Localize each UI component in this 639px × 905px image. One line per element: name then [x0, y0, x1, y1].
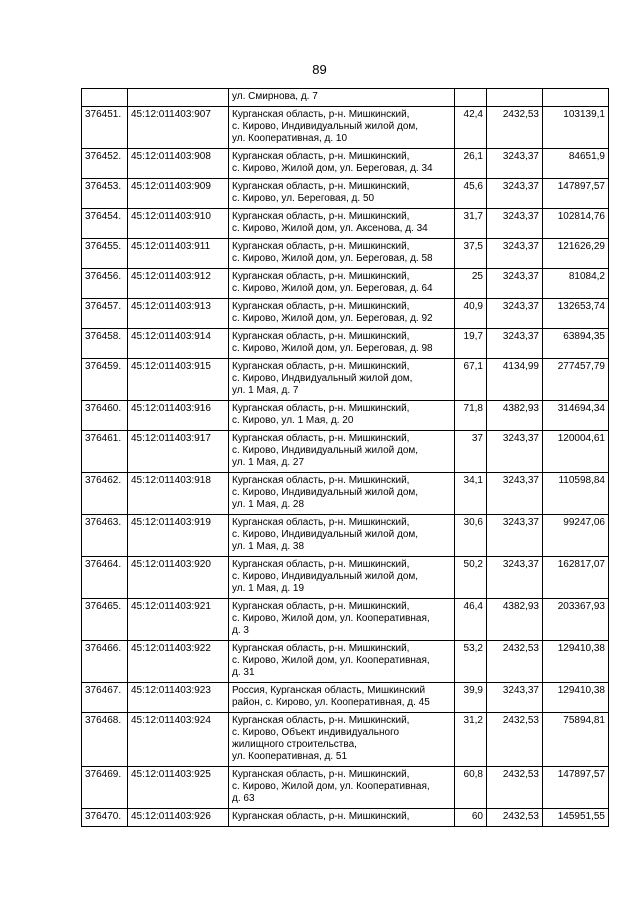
address-cell: Курганская область, р-н. Мишкинский, с. Кирово, Жилой дом, ул. Аксенова, д. 34	[229, 209, 455, 239]
cadastral-number-cell: 45:12:011403:923	[128, 683, 229, 713]
table-row	[82, 269, 609, 299]
row-number-cell: 376466.	[82, 641, 128, 683]
cadastral-value-cell: 120004,61	[543, 431, 609, 473]
address-cell: Курганская область, р-н. Мишкинский, с. Кирово, Жилой дом, ул. Кооперативная, д. 63	[229, 767, 455, 809]
specific-value-cell: 3243,37	[487, 269, 543, 299]
cadastral-value-cell: 99247,06	[543, 515, 609, 557]
cadastral-value-cell: 103139,1	[543, 107, 609, 149]
specific-value-cell: 3243,37	[487, 329, 543, 359]
cadastral-value-cell: 75894,81	[543, 713, 609, 767]
specific-value-cell: 4134,99	[487, 359, 543, 401]
area-cell: 31,2	[455, 713, 487, 767]
table-row	[82, 809, 609, 827]
cadastral-number-cell: 45:12:011403:907	[128, 107, 229, 149]
address-cell: Курганская область, р-н. Мишкинский, с. Кирово, Индвидуальный жилой дом, ул. 1 Мая, д. 7	[229, 359, 455, 401]
specific-value-cell: 3243,37	[487, 239, 543, 269]
specific-value-cell: 3243,37	[487, 209, 543, 239]
table-row	[82, 557, 609, 599]
area-cell: 67,1	[455, 359, 487, 401]
table-row	[82, 767, 609, 809]
cadastral-number-cell: 45:12:011403:910	[128, 209, 229, 239]
address-cell: Курганская область, р-н. Мишкинский, с. Кирово, Жилой дом, ул. Береговая, д. 58	[229, 239, 455, 269]
area-cell: 37,5	[455, 239, 487, 269]
cadastral-value-cell: 147897,57	[543, 179, 609, 209]
row-number-cell: 376465.	[82, 599, 128, 641]
cadastral-value-cell	[543, 89, 609, 107]
specific-value-cell: 2432,53	[487, 641, 543, 683]
area-cell: 34,1	[455, 473, 487, 515]
table-row	[82, 401, 609, 431]
specific-value-cell: 2432,53	[487, 767, 543, 809]
area-cell: 60,8	[455, 767, 487, 809]
address-cell: Россия, Курганская область, Мишкинский район, с. Кирово, ул. Кооперативная, д. 45	[229, 683, 455, 713]
row-number-cell: 376460.	[82, 401, 128, 431]
page-number: 89	[312, 62, 327, 77]
area-cell: 42,4	[455, 107, 487, 149]
cadastral-number-cell: 45:12:011403:909	[128, 179, 229, 209]
specific-value-cell: 3243,37	[487, 557, 543, 599]
specific-value-cell: 2432,53	[487, 713, 543, 767]
table-row	[82, 107, 609, 149]
cadastral-value-cell: 203367,93	[543, 599, 609, 641]
address-cell: Курганская область, р-н. Мишкинский, с. Кирово, Индивидуальный жилой дом, ул. 1 Мая, д. 28	[229, 473, 455, 515]
specific-value-cell: 3243,37	[487, 149, 543, 179]
address-cell: ул. Смирнова, д. 7	[229, 89, 455, 107]
row-number-cell: 376463.	[82, 515, 128, 557]
area-cell: 31,7	[455, 209, 487, 239]
specific-value-cell: 2432,53	[487, 107, 543, 149]
cadastral-number-cell: 45:12:011403:914	[128, 329, 229, 359]
row-number-cell: 376470.	[82, 809, 128, 827]
row-number-cell: 376454.	[82, 209, 128, 239]
table-body	[82, 89, 609, 827]
cadastral-value-cell: 84651,9	[543, 149, 609, 179]
specific-value-cell: 4382,93	[487, 599, 543, 641]
area-cell: 26,1	[455, 149, 487, 179]
table-row	[82, 299, 609, 329]
cadastral-value-cell: 121626,29	[543, 239, 609, 269]
table-row	[82, 239, 609, 269]
area-cell: 46,4	[455, 599, 487, 641]
cadastral-value-cell: 145951,55	[543, 809, 609, 827]
row-number-cell: 376451.	[82, 107, 128, 149]
area-cell: 30,6	[455, 515, 487, 557]
area-cell: 45,6	[455, 179, 487, 209]
cadastral-value-cell: 129410,38	[543, 683, 609, 713]
area-cell: 40,9	[455, 299, 487, 329]
cadastral-number-cell	[128, 89, 229, 107]
area-cell: 39,9	[455, 683, 487, 713]
table-row	[82, 641, 609, 683]
specific-value-cell: 3243,37	[487, 683, 543, 713]
cadastral-number-cell: 45:12:011403:919	[128, 515, 229, 557]
cadastral-number-cell: 45:12:011403:915	[128, 359, 229, 401]
cadastral-number-cell: 45:12:011403:912	[128, 269, 229, 299]
table-row	[82, 599, 609, 641]
area-cell: 19,7	[455, 329, 487, 359]
area-cell: 60	[455, 809, 487, 827]
row-number-cell: 376458.	[82, 329, 128, 359]
cadastral-value-cell: 277457,79	[543, 359, 609, 401]
specific-value-cell: 3243,37	[487, 473, 543, 515]
table-row	[82, 149, 609, 179]
row-number-cell: 376469.	[82, 767, 128, 809]
table-row	[82, 515, 609, 557]
area-cell: 25	[455, 269, 487, 299]
area-cell	[455, 89, 487, 107]
row-number-cell: 376468.	[82, 713, 128, 767]
area-cell: 37	[455, 431, 487, 473]
area-cell: 71,8	[455, 401, 487, 431]
area-cell: 53,2	[455, 641, 487, 683]
address-cell: Курганская область, р-н. Мишкинский,	[229, 809, 455, 827]
cadastral-number-cell: 45:12:011403:926	[128, 809, 229, 827]
address-cell: Курганская область, р-н. Мишкинский, с. Кирово, Индивидуальный жилой дом, ул. Кооперативная, д. 10	[229, 107, 455, 149]
cadastral-value-cell: 147897,57	[543, 767, 609, 809]
address-cell: Курганская область, р-н. Мишкинский, с. Кирово, ул. Береговая, д. 50	[229, 179, 455, 209]
address-cell: Курганская область, р-н. Мишкинский, с. Кирово, ул. 1 Мая, д. 20	[229, 401, 455, 431]
specific-value-cell: 4382,93	[487, 401, 543, 431]
specific-value-cell: 3243,37	[487, 299, 543, 329]
table-row	[82, 179, 609, 209]
cadastral-value-cell: 81084,2	[543, 269, 609, 299]
table-row	[82, 431, 609, 473]
cadastral-value-cell: 63894,35	[543, 329, 609, 359]
row-number-cell: 376456.	[82, 269, 128, 299]
table-row	[82, 713, 609, 767]
table-row	[82, 329, 609, 359]
row-number-cell	[82, 89, 128, 107]
cadastral-value-cell: 110598,84	[543, 473, 609, 515]
cadastral-number-cell: 45:12:011403:913	[128, 299, 229, 329]
cadastral-number-cell: 45:12:011403:916	[128, 401, 229, 431]
table-row	[82, 209, 609, 239]
address-cell: Курганская область, р-н. Мишкинский, с. Кирово, Жилой дом, ул. Кооперативная, д. 31	[229, 641, 455, 683]
cadastral-value-cell: 129410,38	[543, 641, 609, 683]
cadastral-number-cell: 45:12:011403:920	[128, 557, 229, 599]
row-number-cell: 376459.	[82, 359, 128, 401]
row-number-cell: 376461.	[82, 431, 128, 473]
cadastral-number-cell: 45:12:011403:925	[128, 767, 229, 809]
cadastral-number-cell: 45:12:011403:908	[128, 149, 229, 179]
cadastral-number-cell: 45:12:011403:924	[128, 713, 229, 767]
cadastral-number-cell: 45:12:011403:922	[128, 641, 229, 683]
row-number-cell: 376464.	[82, 557, 128, 599]
address-cell: Курганская область, р-н. Мишкинский, с. Кирово, Индивидуальный жилой дом, ул. 1 Мая, д. 27	[229, 431, 455, 473]
table-row	[82, 473, 609, 515]
row-number-cell: 376455.	[82, 239, 128, 269]
address-cell: Курганская область, р-н. Мишкинский, с. Кирово, Индивидуальный жилой дом, ул. 1 Мая, д. 19	[229, 557, 455, 599]
address-cell: Курганская область, р-н. Мишкинский, с. Кирово, Жилой дом, ул. Береговая, д. 92	[229, 299, 455, 329]
cadastral-number-cell: 45:12:011403:918	[128, 473, 229, 515]
cadastral-value-cell: 314694,34	[543, 401, 609, 431]
address-cell: Курганская область, р-н. Мишкинский, с. Кирово, Индивидуальный жилой дом, ул. 1 Мая, д. 38	[229, 515, 455, 557]
specific-value-cell: 2432,53	[487, 809, 543, 827]
row-number-cell: 376457.	[82, 299, 128, 329]
area-cell: 50,2	[455, 557, 487, 599]
address-cell: Курганская область, р-н. Мишкинский, с. Кирово, Жилой дом, ул. Кооперативная, д. 3	[229, 599, 455, 641]
table-row	[82, 89, 609, 107]
row-number-cell: 376462.	[82, 473, 128, 515]
address-cell: Курганская область, р-н. Мишкинский, с. Кирово, Объект индивидуального жилищного строительства, ул. Кооперативная, д. 51	[229, 713, 455, 767]
cadastral-value-cell: 102814,76	[543, 209, 609, 239]
row-number-cell: 376453.	[82, 179, 128, 209]
table-row	[82, 683, 609, 713]
specific-value-cell: 3243,37	[487, 431, 543, 473]
specific-value-cell	[487, 89, 543, 107]
address-cell: Курганская область, р-н. Мишкинский, с. Кирово, Жилой дом, ул. Береговая, д. 98	[229, 329, 455, 359]
specific-value-cell: 3243,37	[487, 515, 543, 557]
row-number-cell: 376467.	[82, 683, 128, 713]
cadastral-number-cell: 45:12:011403:917	[128, 431, 229, 473]
specific-value-cell: 3243,37	[487, 179, 543, 209]
address-cell: Курганская область, р-н. Мишкинский, с. Кирово, Жилой дом, ул. Береговая, д. 34	[229, 149, 455, 179]
cadastral-value-table	[81, 88, 609, 827]
cadastral-number-cell: 45:12:011403:911	[128, 239, 229, 269]
cadastral-number-cell: 45:12:011403:921	[128, 599, 229, 641]
address-cell: Курганская область, р-н. Мишкинский, с. Кирово, Жилой дом, ул. Береговая, д. 64	[229, 269, 455, 299]
table-row	[82, 359, 609, 401]
cadastral-value-cell: 162817,07	[543, 557, 609, 599]
row-number-cell: 376452.	[82, 149, 128, 179]
cadastral-value-cell: 132653,74	[543, 299, 609, 329]
